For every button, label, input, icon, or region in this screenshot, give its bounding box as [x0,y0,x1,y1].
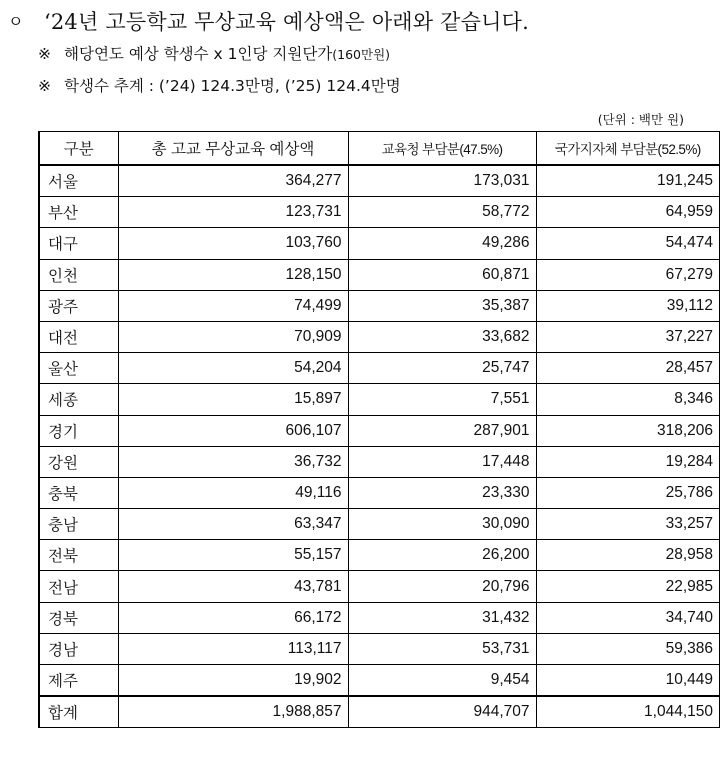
note-text: 학생수 추계 : (’24) 124.3만명, (’25) 124.4만명 [64,77,401,95]
row-edu-share: 49,286 [348,228,536,259]
row-national-share: 19,284 [536,446,720,477]
note-student-estimate [38,74,401,96]
row-edu-share: 26,200 [348,540,536,571]
row-total: 15,897 [118,384,348,415]
table-row [39,665,720,697]
row-total: 103,760 [118,228,348,259]
row-national-share: 54,474 [536,228,720,259]
row-total: 74,499 [118,290,348,321]
budget-table [38,131,720,728]
note-text: 해당연도 예상 학생수 x 1인당 지원단가 [64,45,333,63]
row-national-share: 64,959 [536,197,720,228]
row-region: 충북 [39,477,118,508]
row-national-share: 33,257 [536,509,720,540]
row-region: 울산 [39,353,118,384]
table-row [39,446,720,477]
row-edu-share: 23,330 [348,477,536,508]
row-edu-share: 173,031 [348,165,536,197]
row-total: 36,732 [118,446,348,477]
row-edu-share: 33,682 [348,321,536,352]
circle-bullet-icon: ㅇ [8,12,24,31]
row-region: 전남 [39,571,118,602]
row-edu-share: 35,387 [348,290,536,321]
row-total: 54,204 [118,353,348,384]
row-national-share: 318,206 [536,415,720,446]
total-label: 합계 [39,696,118,728]
row-region: 서울 [39,165,118,197]
row-total: 123,731 [118,197,348,228]
table-row [39,602,720,633]
row-national-share: 191,245 [536,165,720,197]
row-national-share: 37,227 [536,321,720,352]
row-national-share: 8,346 [536,384,720,415]
row-region: 인천 [39,259,118,290]
row-total: 66,172 [118,602,348,633]
row-national-share: 22,985 [536,571,720,602]
table-row [39,321,720,352]
row-region: 경기 [39,415,118,446]
row-national-share: 28,958 [536,540,720,571]
table-row [39,384,720,415]
total-edu-share: 944,707 [348,696,536,728]
table-row [39,353,720,384]
table-row [39,633,720,664]
table-header-row [39,132,720,166]
heading-text: ‘24년 고등학교 무상교육 예상액은 아래와 같습니다. [44,10,529,34]
table-row [39,540,720,571]
row-edu-share: 9,454 [348,665,536,697]
row-region: 경북 [39,602,118,633]
table-row [39,228,720,259]
unit-label: (단위 : 백만 원) [597,112,684,127]
row-national-share: 10,449 [536,665,720,697]
note-calculation [38,42,390,64]
row-edu-share: 31,432 [348,602,536,633]
row-national-share: 28,457 [536,353,720,384]
table-total-row [39,696,720,728]
row-region: 강원 [39,446,118,477]
row-total: 19,902 [118,665,348,697]
row-national-share: 34,740 [536,602,720,633]
table-row [39,477,720,508]
page-heading [8,6,529,36]
row-national-share: 59,386 [536,633,720,664]
row-edu-share: 58,772 [348,197,536,228]
row-region: 제주 [39,665,118,697]
row-total: 43,781 [118,571,348,602]
header-education-office-share: 교육청 부담분(47.5%) [348,132,536,166]
row-national-share: 25,786 [536,477,720,508]
row-national-share: 39,112 [536,290,720,321]
header-total: 총 고교 무상교육 예상액 [118,132,348,166]
row-region: 부산 [39,197,118,228]
row-total: 606,107 [118,415,348,446]
total-sum: 1,988,857 [118,696,348,728]
row-edu-share: 7,551 [348,384,536,415]
row-total: 113,117 [118,633,348,664]
row-total: 63,347 [118,509,348,540]
row-total: 49,116 [118,477,348,508]
row-edu-share: 287,901 [348,415,536,446]
table-row [39,415,720,446]
row-total: 364,277 [118,165,348,197]
row-total: 128,150 [118,259,348,290]
row-region: 세종 [39,384,118,415]
row-edu-share: 17,448 [348,446,536,477]
reference-mark-icon: ※ [38,45,51,63]
header-region: 구분 [39,132,118,166]
row-edu-share: 53,731 [348,633,536,664]
table-row [39,290,720,321]
table-row [39,197,720,228]
row-edu-share: 20,796 [348,571,536,602]
row-region: 대전 [39,321,118,352]
total-national-share: 1,044,150 [536,696,720,728]
row-total: 55,157 [118,540,348,571]
table-row [39,571,720,602]
row-region: 충남 [39,509,118,540]
row-region: 대구 [39,228,118,259]
header-national-local-share: 국가지자체 부담분(52.5%) [536,132,720,166]
row-edu-share: 25,747 [348,353,536,384]
row-edu-share: 30,090 [348,509,536,540]
row-national-share: 67,279 [536,259,720,290]
row-total: 70,909 [118,321,348,352]
table-row [39,259,720,290]
row-edu-share: 60,871 [348,259,536,290]
table-row [39,165,720,197]
note-small-text: (160만원) [332,47,391,62]
table-row [39,509,720,540]
row-region: 전북 [39,540,118,571]
row-region: 경남 [39,633,118,664]
row-region: 광주 [39,290,118,321]
reference-mark-icon: ※ [38,77,51,95]
